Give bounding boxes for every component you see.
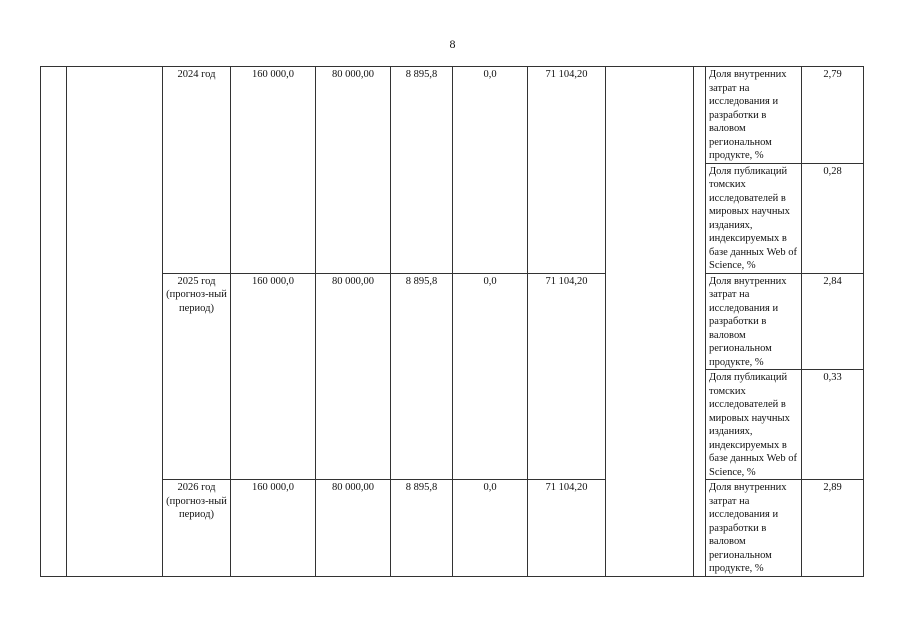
cell-participants — [606, 67, 694, 577]
cell-indicator-value: 0,28 — [802, 163, 864, 273]
cell-other: 71 104,20 — [528, 67, 606, 274]
cell-year: 2025 год (прогноз-ный период) — [163, 273, 231, 480]
cell-indicator-value: 2,79 — [802, 67, 864, 164]
cell-name — [67, 67, 163, 577]
cell-indicator-value: 0,33 — [802, 370, 864, 480]
cell-federal: 80 000,00 — [316, 273, 391, 480]
table-row — [41, 273, 864, 370]
cell-local: 0,0 — [453, 480, 528, 577]
cell-indicator-value: 2,89 — [802, 480, 864, 577]
cell-total: 160 000,0 — [231, 480, 316, 577]
cell-indicator: Доля внутренних затрат на исследования и разработки в валовом региональном продукте, % — [706, 67, 802, 164]
cell-indicator: Доля публикаций томских исследователей в мировых научных изданиях, индексируемых в базе данных Web of Science, % — [706, 163, 802, 273]
cell-federal: 80 000,00 — [316, 480, 391, 577]
cell-gap — [694, 67, 706, 577]
cell-other: 71 104,20 — [528, 480, 606, 577]
cell-indicator: Доля внутренних затрат на исследования и разработки в валовом региональном продукте, % — [706, 273, 802, 370]
cell-total: 160 000,0 — [231, 67, 316, 274]
cell-indicator: Доля публикаций томских исследователей в мировых научных изданиях, индексируемых в базе данных Web of Science, % — [706, 370, 802, 480]
cell-indicator-value: 2,84 — [802, 273, 864, 370]
cell-regional: 8 895,8 — [391, 67, 453, 274]
cell-other: 71 104,20 — [528, 273, 606, 480]
page-number: 8 — [449, 37, 456, 51]
cell-total: 160 000,0 — [231, 273, 316, 480]
cell-regional: 8 895,8 — [391, 273, 453, 480]
table-row — [41, 67, 864, 164]
table-row — [41, 480, 864, 577]
cell-year: 2024 год — [163, 67, 231, 274]
cell-federal: 80 000,00 — [316, 67, 391, 274]
cell-year: 2026 год (прогноз-ный период) — [163, 480, 231, 577]
cell-local: 0,0 — [453, 67, 528, 274]
cell-indicator: Доля внутренних затрат на исследования и разработки в валовом региональном продукте, % — [706, 480, 802, 577]
cell-number — [41, 67, 67, 577]
cell-regional: 8 895,8 — [391, 480, 453, 577]
budget-table — [40, 66, 864, 577]
cell-local: 0,0 — [453, 273, 528, 480]
